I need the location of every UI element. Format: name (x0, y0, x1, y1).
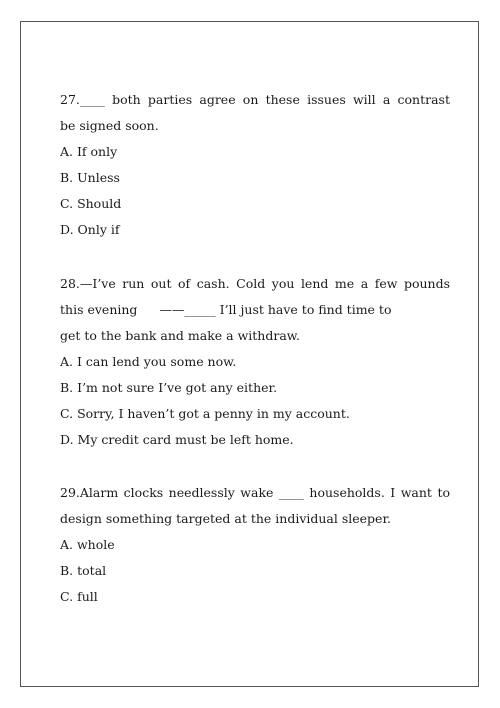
question-28 (60, 271, 450, 453)
option-b: B. total (60, 563, 107, 578)
option-a: A. whole (60, 537, 115, 552)
question-27 (60, 87, 450, 243)
question-stem-line: 29.Alarm clocks needlessly wake ____ households. I want to (60, 485, 450, 500)
option-d: D. My credit card must be left home. (60, 432, 294, 447)
option-b: B. Unless (60, 170, 120, 185)
option-a: A. I can lend you some now. (60, 354, 237, 369)
question-stem-line: 27.____ both parties agree on these issues will a contrast (60, 92, 450, 107)
question-29 (60, 480, 450, 610)
question-stem-line: be signed soon. (60, 118, 159, 133)
option-c: C. Should (60, 196, 122, 211)
stem-fragment: ——_____ I’ll just have to find time to (159, 302, 392, 317)
question-stem-line (60, 297, 450, 323)
question-stem-line: get to the bank and make a withdraw. (60, 328, 300, 343)
option-a: A. If only (60, 144, 118, 159)
stem-fragment: this evening (60, 302, 138, 317)
question-stem-line: design something targeted at the individual sleeper. (60, 511, 392, 526)
option-d: D. Only if (60, 222, 120, 237)
option-c: C. full (60, 589, 98, 604)
question-stem-line: 28.—I’ve run out of cash. Cold you lend me a few pounds (60, 276, 450, 291)
option-c: C. Sorry, I haven’t got a penny in my account. (60, 406, 350, 421)
option-b: B. I’m not sure I’ve got any either. (60, 380, 278, 395)
